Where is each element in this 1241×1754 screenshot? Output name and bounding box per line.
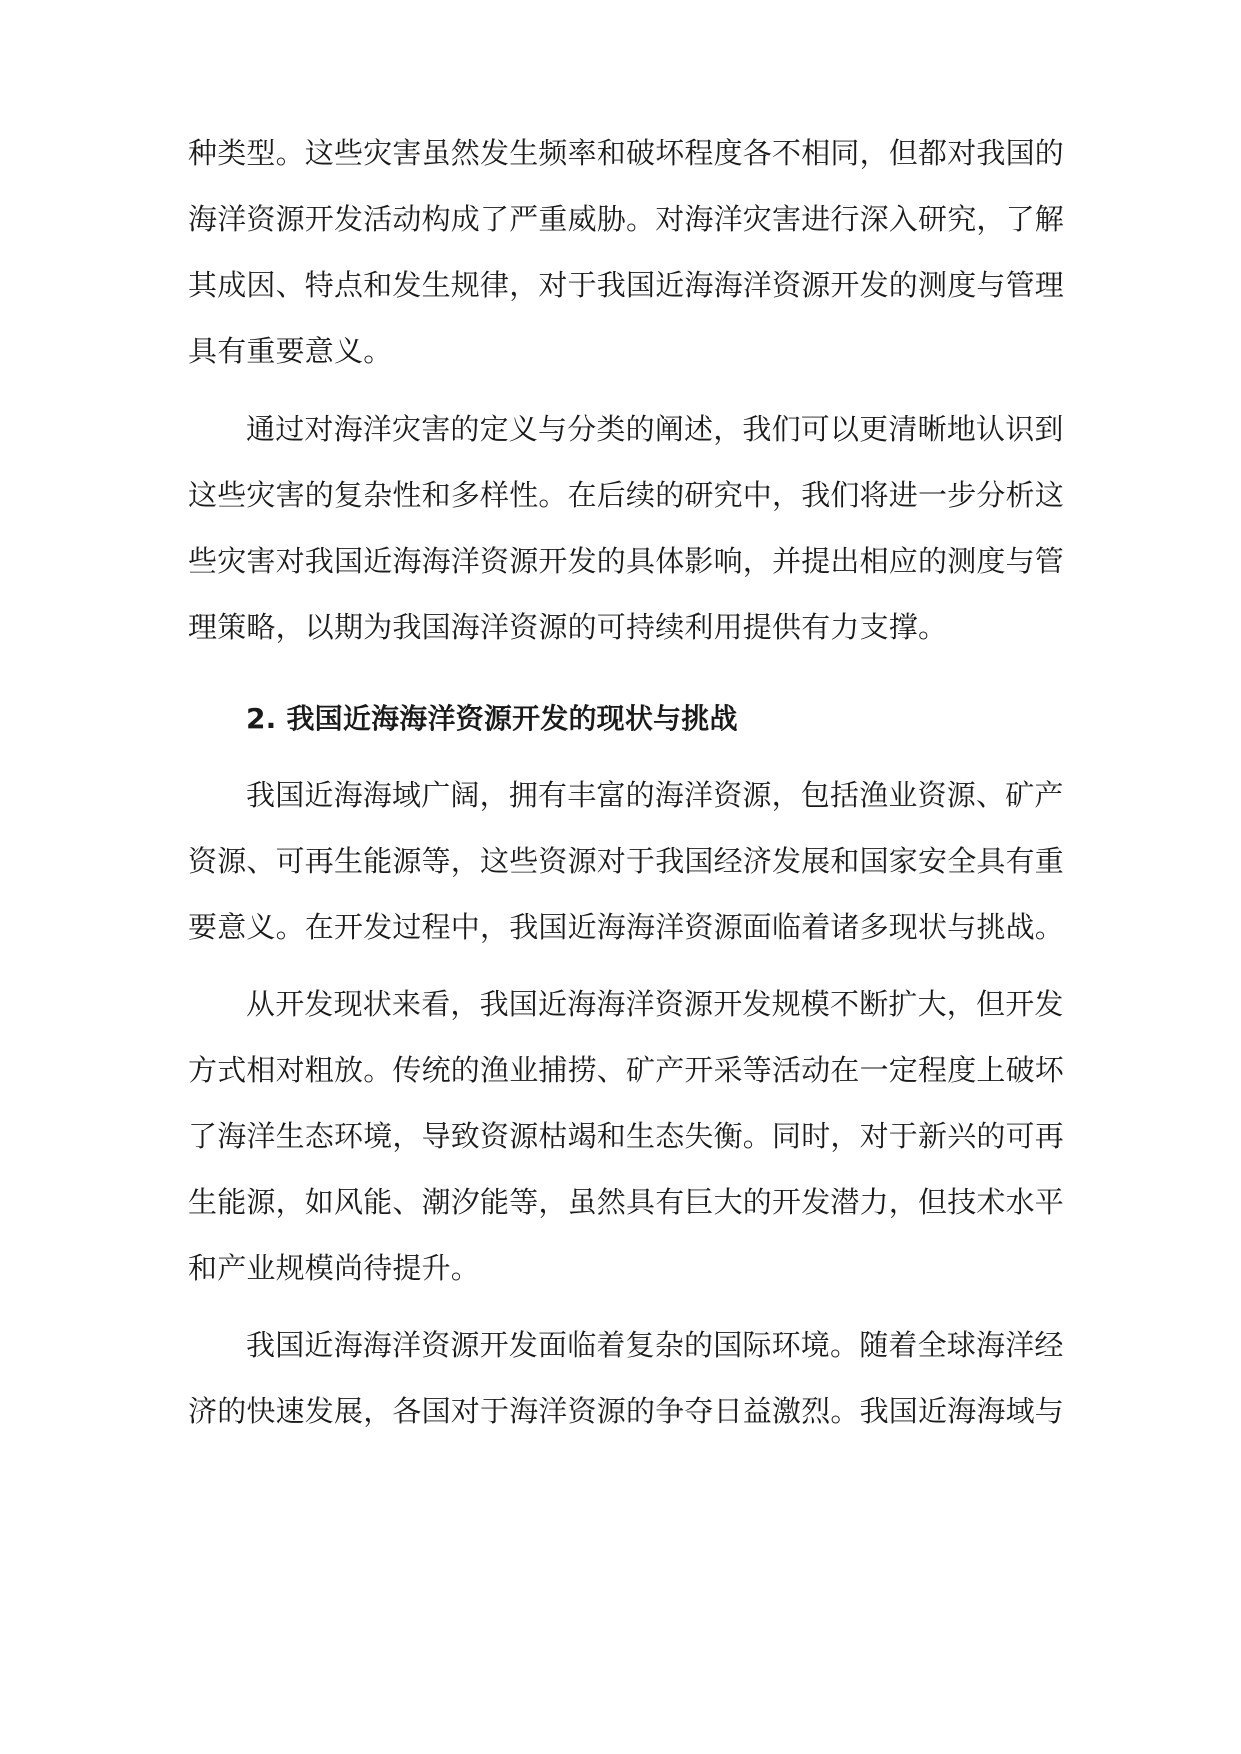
paragraph-line: 济的快速发展，各国对于海洋资源的争夺日益激烈。我国近海海域与 [188, 1394, 1065, 1428]
paragraph-line: 具有重要意义。 [188, 334, 393, 368]
paragraph-line: 从开发现状来看，我国近海海洋资源开发规模不断扩大，但开发 [246, 987, 1064, 1021]
paragraph-line: 方式相对粗放。传统的渔业捕捞、矿产开采等活动在一定程度上破坏 [188, 1053, 1065, 1087]
paragraph-line: 我国近海海洋资源开发面临着复杂的国际环境。随着全球海洋经 [246, 1328, 1064, 1362]
paragraph-line: 资源、可再生能源等，这些资源对于我国经济发展和国家安全具有重 [188, 844, 1065, 878]
paragraph-line: 我国近海海域广阔，拥有丰富的海洋资源，包括渔业资源、矿产 [246, 778, 1064, 812]
paragraph-line: 要意义。在开发过程中，我国近海海洋资源面临着诸多现状与挑战。 [188, 910, 1065, 944]
paragraph-line: 通过对海洋灾害的定义与分类的阐述，我们可以更清晰地认识到 [246, 412, 1064, 446]
section-heading: 2. 我国近海海洋资源开发的现状与挑战 [246, 702, 738, 735]
paragraph-line: 生能源，如风能、潮汐能等，虽然具有巨大的开发潜力，但技术水平 [188, 1185, 1065, 1219]
paragraph-line: 了海洋生态环境，导致资源枯竭和生态失衡。同时，对于新兴的可再 [188, 1119, 1065, 1153]
paragraph-line: 些灾害对我国近海海洋资源开发的具体影响，并提出相应的测度与管 [188, 544, 1065, 578]
paragraph-line: 和产业规模尚待提升。 [188, 1251, 481, 1285]
paragraph-line: 其成因、特点和发生规律，对于我国近海海洋资源开发的测度与管理 [188, 268, 1065, 302]
paragraph-line: 理策略，以期为我国海洋资源的可持续利用提供有力支撑。 [188, 610, 948, 644]
paragraph-line: 这些灾害的复杂性和多样性。在后续的研究中，我们将进一步分析这 [188, 478, 1065, 512]
paragraph-line: 种类型。这些灾害虽然发生频率和破坏程度各不相同，但都对我国的 [188, 136, 1065, 170]
paragraph-line: 海洋资源开发活动构成了严重威胁。对海洋灾害进行深入研究，了解 [188, 202, 1065, 236]
